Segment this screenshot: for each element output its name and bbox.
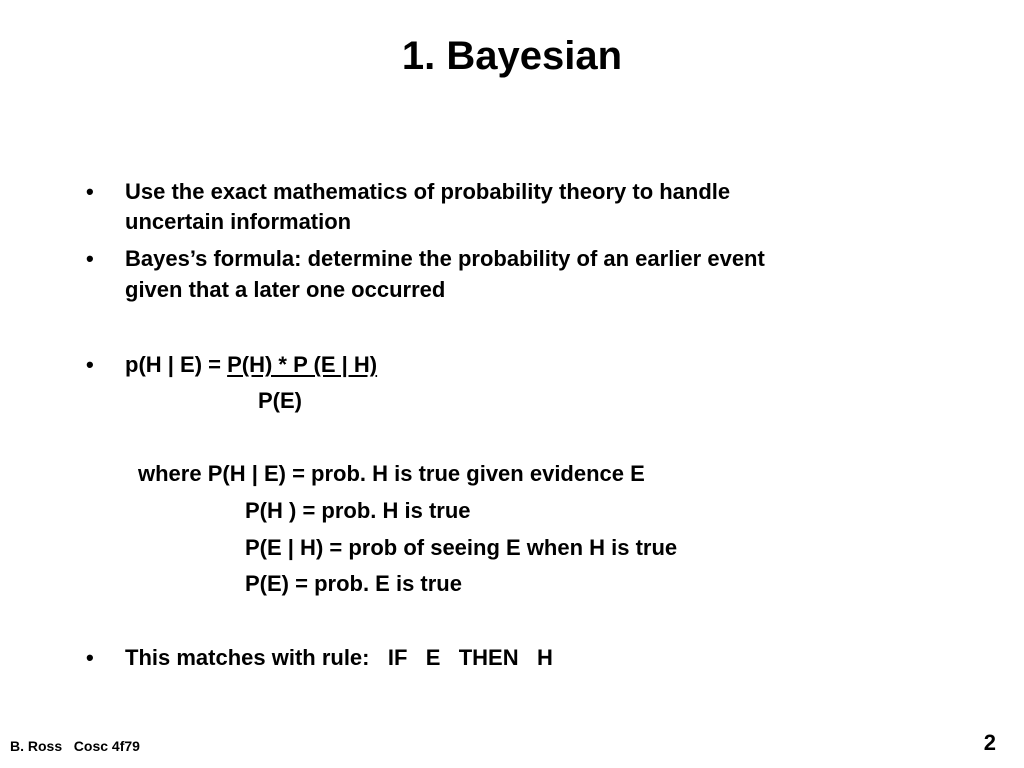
- definition-pe: P(E) = prob. E is true: [245, 571, 462, 596]
- formula-denominator: P(E): [258, 388, 302, 413]
- rule-line: This matches with rule: IF E THEN H: [125, 645, 553, 670]
- where-line: where P(H | E) = prob. H is true given evidence E: [138, 461, 645, 486]
- definition-ph: P(H ) = prob. H is true: [245, 498, 471, 523]
- page-number: 2: [983, 730, 996, 755]
- bullet-1-line-1: Use the exact mathematics of probability theory to handle: [125, 179, 731, 204]
- formula-numerator: P(H) * P (E | H): [227, 352, 378, 377]
- slide-title: 1. Bayesian: [401, 34, 623, 78]
- bullet-2-line-2: given that a later one occurred: [125, 277, 446, 302]
- bullet-marker: •: [86, 352, 94, 377]
- definition-peh: P(E | H) = prob of seeing E when H is true: [245, 535, 678, 560]
- bullet-2-line-1: Bayes’s formula: determine the probability of an earlier event: [125, 246, 765, 271]
- bullet-marker: •: [86, 246, 94, 271]
- bullet-marker: •: [86, 179, 94, 204]
- bullet-marker: •: [86, 645, 94, 670]
- footer-author: B. Ross Cosc 4f79: [10, 738, 140, 754]
- bullet-1-line-2: uncertain information: [125, 209, 352, 234]
- formula-left-side: p(H | E) =: [125, 352, 228, 377]
- formula-line: [125, 350, 377, 380]
